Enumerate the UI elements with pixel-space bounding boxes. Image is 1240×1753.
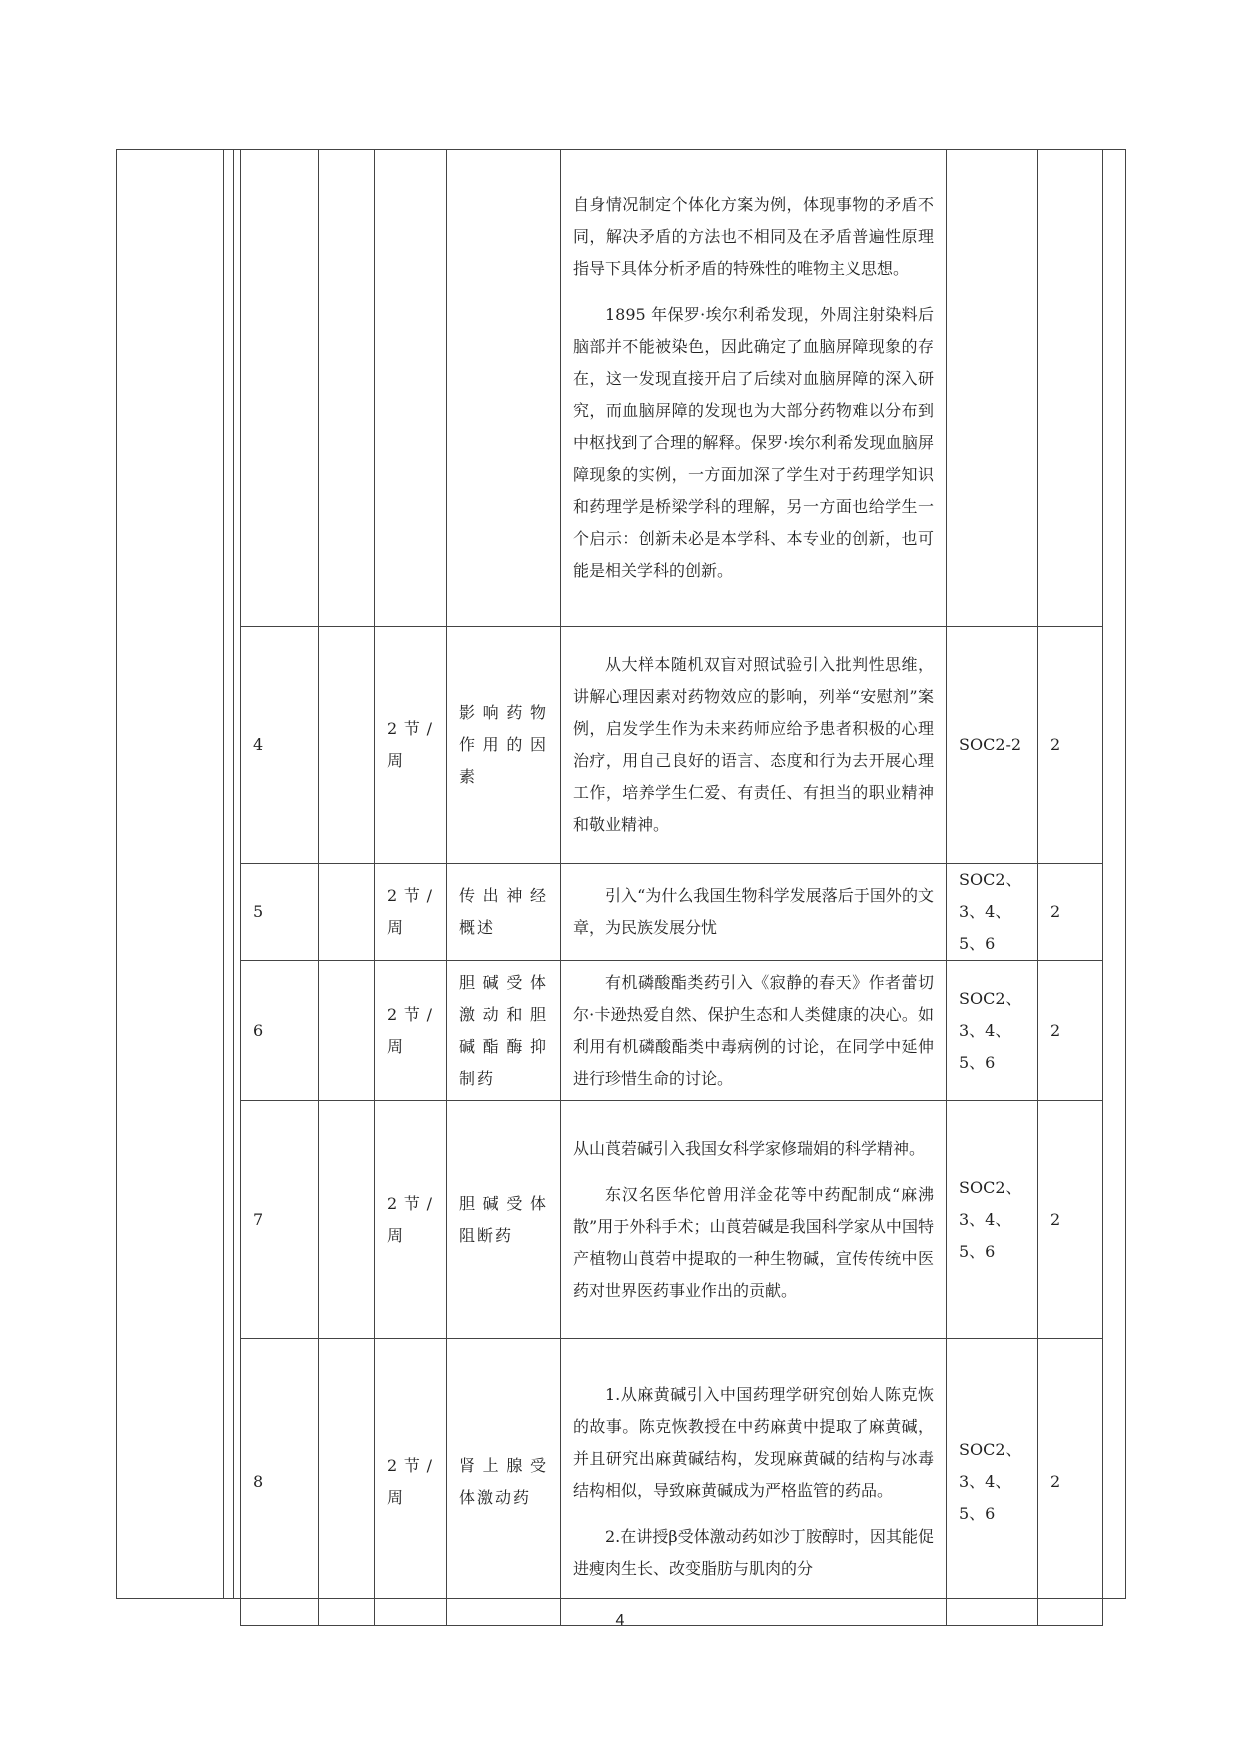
soc-code: SOC2、3、4、5、6 xyxy=(947,1101,1038,1339)
table-row xyxy=(241,1339,1103,1626)
table-row xyxy=(241,627,1103,864)
hours-per-week: 2节/周 xyxy=(375,627,447,864)
blank-cell xyxy=(319,864,375,961)
content-paragraph: 引入“为什么我国生物科学发展落后于国外的文章，为民族发展分忧 xyxy=(573,886,934,937)
lesson-topic: 胆碱受体阻断药 xyxy=(447,1101,561,1339)
table-row xyxy=(241,961,1103,1101)
content-paragraph: 从山莨菪碱引入我国女科学家修瑞娟的科学精神。 xyxy=(573,1138,926,1158)
blank-cell xyxy=(319,1339,375,1626)
row-index: 7 xyxy=(241,1101,319,1339)
content-paragraph: 1895 年保罗·埃尔利希发现，外周注射染料后脑部并不能被染色，因此确定了血脑屏障现象的存在，这一发现直接开启了后续对血脑屏障的深入研究，而血脑屏障的发现也为大部分药物难以分布到中枢找到了合理的解释。保罗·埃尔利希发现血脑屏障现象的实例，一方面加深了学生对于药理学知识和药理学是桥梁学科的理解，另一方面也给学生一个启示：创新未必是本学科、本专业的创新，也可能是相关学科的创新。 xyxy=(573,305,934,580)
soc-code: SOC2、3、4、5、6 xyxy=(947,1339,1038,1626)
credit-value: 2 xyxy=(1038,864,1103,961)
ideological-content xyxy=(561,627,947,864)
lesson-topic: 胆碱受体激动和胆碱酯酶抑制药 xyxy=(447,961,561,1101)
ideological-content xyxy=(561,1339,947,1626)
blank-cell xyxy=(319,627,375,864)
hours-per-week: 2节/周 xyxy=(375,1339,447,1626)
row-index: 5 xyxy=(241,864,319,961)
hours-per-week: 2节/周 xyxy=(375,1101,447,1339)
table-row xyxy=(241,864,1103,961)
content-paragraph: 从大样本随机双盲对照试验引入批判性思维，讲解心理因素对药物效应的影响，列举“安慰剂”案例，启发学生作为未来药师应给予患者积极的心理治疗，用自己良好的语言、态度和行为去开展心理工作，培养学生仁爱、有责任、有担当的职业精神和敬业精神。 xyxy=(573,655,934,834)
credit-value xyxy=(1038,150,1103,627)
ideological-content xyxy=(561,864,947,961)
content-paragraph: 2.在讲授β受体激动药如沙丁胺醇时，因其能促进瘦肉生长、改变脂肪与肌肉的分 xyxy=(573,1527,934,1578)
soc-code: SOC2、3、4、5、6 xyxy=(947,864,1038,961)
table-row xyxy=(241,1101,1103,1339)
content-paragraph: 有机磷酸酯类药引入《寂静的春天》作者蕾切尔·卡逊热爱自然、保护生态和人类健康的决心。如利用有机磷酸酯类中毒病例的讨论，在同学中延伸进行珍惜生命的讨论。 xyxy=(573,972,934,1088)
outer-column-divider xyxy=(233,150,234,1598)
lesson-topic xyxy=(447,150,561,627)
row-index: 6 xyxy=(241,961,319,1101)
lesson-topic: 肾上腺受体激动药 xyxy=(447,1339,561,1626)
ideological-content xyxy=(561,150,947,627)
table-row xyxy=(241,150,1103,627)
lesson-topic: 影响药物作用的因素 xyxy=(447,627,561,864)
credit-value: 2 xyxy=(1038,961,1103,1101)
content-paragraph: 东汉名医华佗曾用洋金花等中药配制成“麻沸散”用于外科手术；山莨菪碱是我国科学家从中国特产植物山莨菪中提取的一种生物碱，宣传传统中医药对世界医药事业作出的贡献。 xyxy=(573,1184,934,1300)
page-number: 4 xyxy=(615,1612,625,1629)
ideological-content xyxy=(561,961,947,1101)
content-paragraph: 1.从麻黄碱引入中国药理学研究创始人陈克恢的故事。陈克恢教授在中药麻黄中提取了麻黄碱，并且研究出麻黄碱结构，发现麻黄碱的结构与冰毒结构相似，导致麻黄碱成为严格监管的药品。 xyxy=(573,1385,934,1500)
row-index: 4 xyxy=(241,627,319,864)
course-content-table xyxy=(240,149,1103,1626)
credit-value: 2 xyxy=(1038,1339,1103,1626)
row-index xyxy=(241,150,319,627)
row-index: 8 xyxy=(241,1339,319,1626)
soc-code: SOC2-2 xyxy=(947,627,1038,864)
hours-per-week: 2节/周 xyxy=(375,961,447,1101)
blank-cell xyxy=(319,150,375,627)
blank-cell xyxy=(319,961,375,1101)
soc-code: SOC2、3、4、5、6 xyxy=(947,961,1038,1101)
ideological-content xyxy=(561,1101,947,1339)
lesson-topic: 传出神经概述 xyxy=(447,864,561,961)
hours-per-week xyxy=(375,150,447,627)
soc-code xyxy=(947,150,1038,627)
blank-cell xyxy=(319,1101,375,1339)
outer-column-divider xyxy=(223,150,224,1598)
credit-value: 2 xyxy=(1038,1101,1103,1339)
hours-per-week: 2节/周 xyxy=(375,864,447,961)
credit-value: 2 xyxy=(1038,627,1103,864)
content-paragraph: 自身情况制定个体化方案为例，体现事物的矛盾不同，解决矛盾的方法也不相同及在矛盾普遍性原理指导下具体分析矛盾的特殊性的唯物主义思想。 xyxy=(573,195,934,278)
